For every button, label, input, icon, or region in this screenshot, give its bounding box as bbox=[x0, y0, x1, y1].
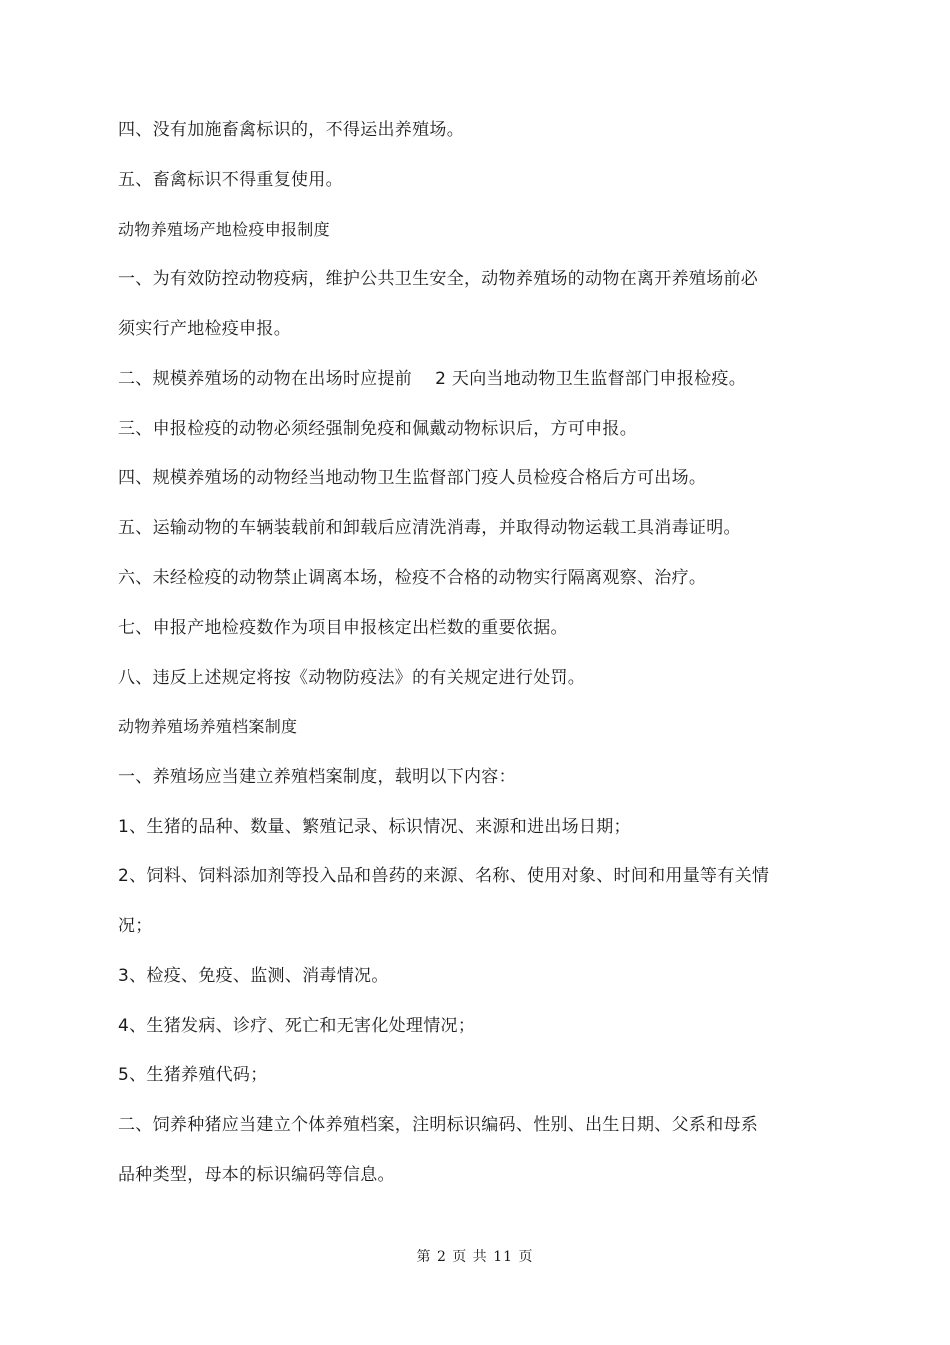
paragraph-line: 况； bbox=[118, 916, 153, 936]
paragraph-line: 五、运输动物的车辆装载前和卸载后应清洗消毒，并取得动物运载工具消毒证明。 bbox=[118, 518, 741, 538]
paragraph-line: 3、检疫、免疫、监测、消毒情况。 bbox=[118, 966, 389, 986]
paragraph-line: 1、生猪的品种、数量、繁殖记录、标识情况、来源和进出场日期； bbox=[118, 817, 631, 837]
paragraph-line: 三、申报检疫的动物必须经强制免疫和佩戴动物标识后，方可申报。 bbox=[118, 419, 637, 439]
paragraph-line: 一、养殖场应当建立养殖档案制度，载明以下内容： bbox=[118, 767, 516, 787]
paragraph-line: 七、申报产地检疫数作为项目申报核定出栏数的重要依据。 bbox=[118, 618, 568, 638]
paragraph-line: 四、没有加施畜禽标识的，不得运出养殖场。 bbox=[118, 120, 464, 140]
paragraph-line: 六、未经检疫的动物禁止调离本场，检疫不合格的动物实行隔离观察、治疗。 bbox=[118, 568, 707, 588]
section-heading: 动物养殖场养殖档案制度 bbox=[118, 717, 298, 736]
paragraph-line: 须实行产地检疫申报。 bbox=[118, 319, 291, 339]
paragraph-line: 2、饲料、饲料添加剂等投入品和兽药的来源、名称、使用对象、时间和用量等有关情 bbox=[118, 866, 770, 886]
paragraph-line: 四、规模养殖场的动物经当地动物卫生监督部门疫人员检疫合格后方可出场。 bbox=[118, 468, 707, 488]
paragraph-line: 5、生猪养殖代码； bbox=[118, 1065, 268, 1085]
page-number-footer: 第 2 页 共 11 页 bbox=[416, 1249, 534, 1265]
paragraph-line: 二、饲养种猪应当建立个体养殖档案，注明标识编码、性别、出生日期、父系和母系 bbox=[118, 1115, 759, 1135]
paragraph-line: 一、为有效防控动物疫病，维护公共卫生安全，动物养殖场的动物在离开养殖场前必 bbox=[118, 269, 759, 289]
paragraph-line: 品种类型，母本的标识编码等信息。 bbox=[118, 1165, 395, 1185]
section-heading: 动物养殖场产地检疫申报制度 bbox=[118, 220, 330, 239]
paragraph-line: 八、违反上述规定将按《动物防疫法》的有关规定进行处罚。 bbox=[118, 668, 586, 688]
paragraph-line: 五、畜禽标识不得重复使用。 bbox=[118, 170, 343, 190]
paragraph-line: 二、规模养殖场的动物在出场时应提前 2 天向当地动物卫生监督部门申报检疫。 bbox=[118, 369, 747, 389]
paragraph-line: 4、生猪发病、诊疗、死亡和无害化处理情况； bbox=[118, 1016, 476, 1036]
